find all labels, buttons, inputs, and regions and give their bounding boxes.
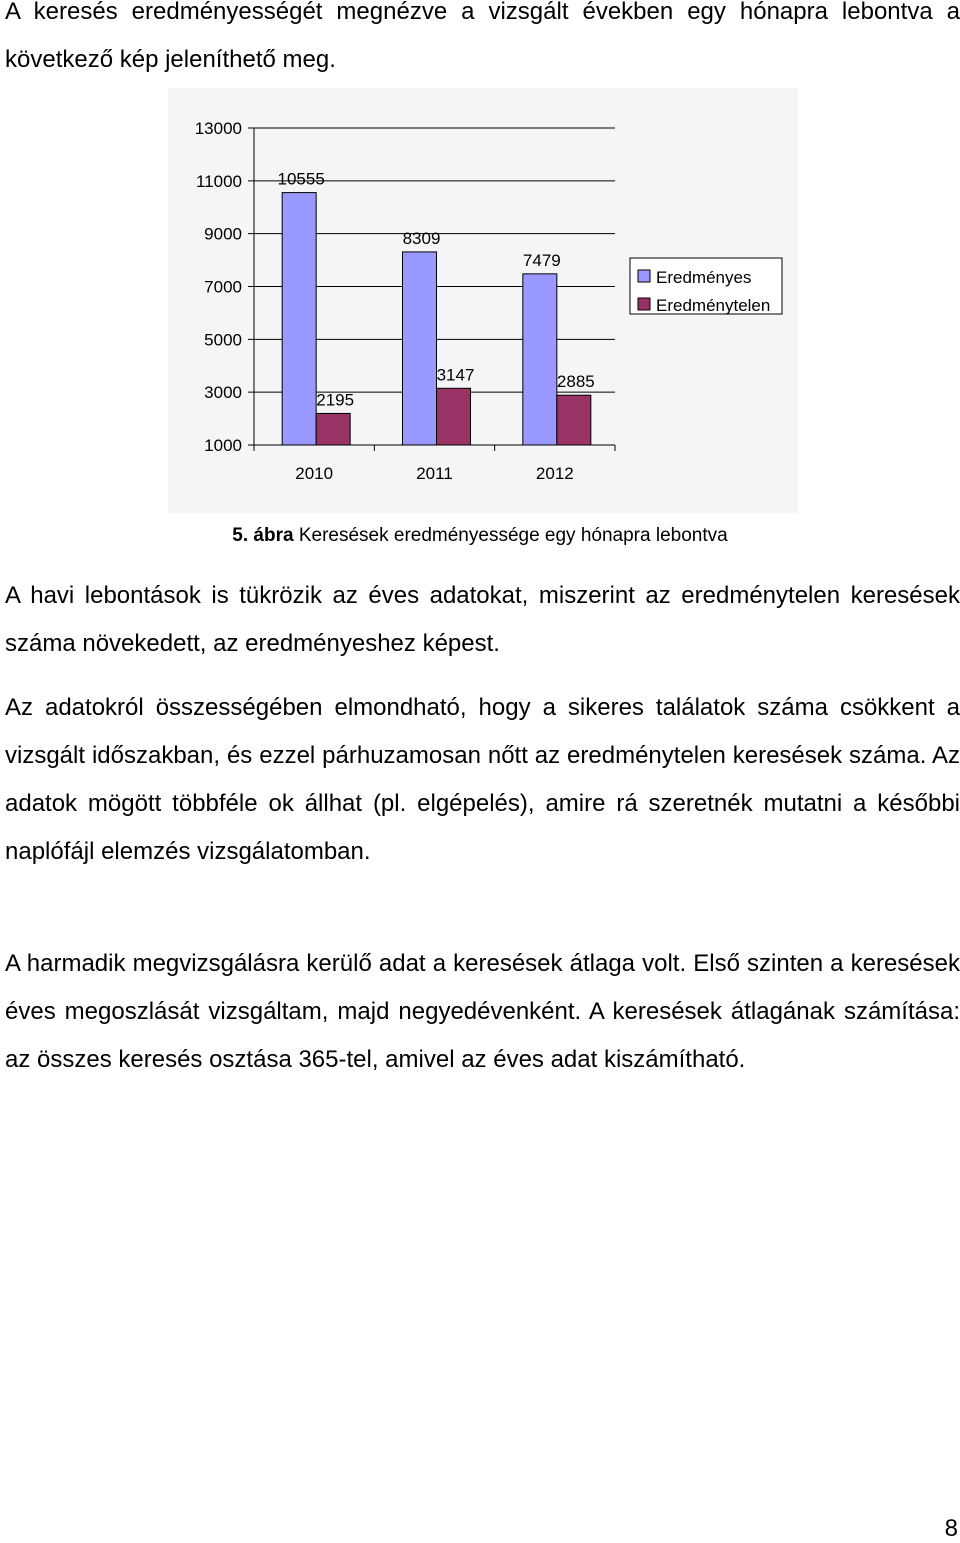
figure-number: 5. ábra [232, 525, 294, 546]
y-tick-label: 7000 [204, 277, 242, 297]
legend-swatch [638, 298, 650, 310]
data-label: 10555 [277, 169, 325, 189]
y-tick-label: 5000 [204, 330, 242, 350]
page-number: 8 [944, 1515, 958, 1542]
paragraph-monthly: A havi lebontások is tükrözik az éves adatokat, miszerint az eredménytelen keresések száma növekedett, az eredményeshez képest. [5, 582, 960, 657]
y-tick-label: 1000 [204, 436, 242, 455]
bar-eredménytelen [557, 395, 591, 445]
y-tick-label: 11000 [195, 171, 242, 191]
data-label: 2195 [316, 390, 355, 410]
bar-eredményes [403, 252, 437, 445]
figure-caption [0, 522, 960, 550]
x-category-label: 2012 [535, 464, 574, 483]
bar-eredményes [523, 274, 557, 445]
bar-eredményes [282, 193, 316, 445]
legend-swatch [638, 270, 650, 282]
y-tick-label: 9000 [204, 224, 242, 244]
legend-label: Eredményes [656, 268, 752, 287]
y-tick-label: 13000 [194, 119, 242, 138]
data-label: 2885 [556, 372, 595, 392]
legend-label: Eredménytelen [656, 296, 771, 315]
x-category-label: 2010 [295, 464, 334, 483]
bar-eredménytelen [437, 388, 471, 445]
data-label: 8309 [402, 228, 441, 248]
figure-caption-text: Keresések eredményessége egy hónapra lebontva [293, 525, 728, 546]
data-label: 7479 [522, 250, 561, 270]
chart-canvas [168, 88, 798, 513]
data-label: 3147 [436, 365, 475, 385]
y-tick-label: 3000 [204, 383, 242, 403]
intro-paragraph: A keresés eredményességét megnézve a vizsgált években egy hónapra lebontva a következő kép jeleníthető meg. [5, 0, 960, 73]
bar-eredménytelen [316, 413, 350, 445]
paragraph-summary: Az adatokról összességében elmondható, hogy a sikeres találatok száma csökkent a vizsgált időszakban, és ezzel párhuzamosan nőtt az eredménytelen keresések száma. Az adatok mögött többféle ok állhat (pl. elgépelés), amire rá szeretnék mutatni a későbbi naplófájl elemzés vizsgálatomban. [5, 694, 960, 865]
paragraph-averages: A harmadik megvizsgálásra kerülő adat a keresések átlaga volt. Első szinten a keresések éves megoszlását vizsgáltam, majd negyedévenként. A keresések átlagának számítása: az összes keresés osztása 365-tel, amivel az éves adat kiszámítható. [5, 950, 960, 1073]
x-category-label: 2011 [416, 464, 453, 483]
bar-chart [168, 88, 798, 513]
